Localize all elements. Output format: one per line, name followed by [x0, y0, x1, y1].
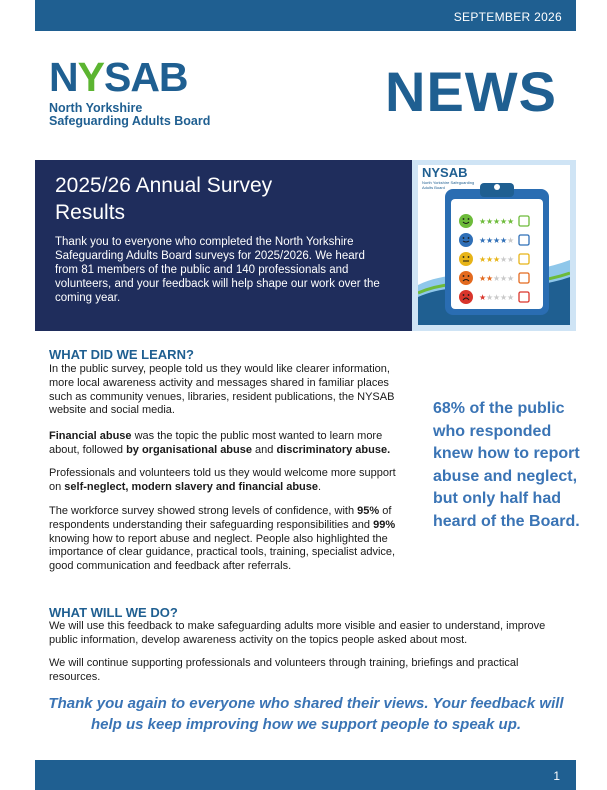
rating-face-eye	[463, 294, 465, 296]
illustration-logo-text: NYSAB	[422, 165, 468, 180]
illustration-card	[418, 165, 570, 325]
issue-date: SEPTEMBER 2026	[453, 10, 562, 24]
header-bar	[35, 0, 576, 31]
rating-face-eye	[463, 256, 465, 258]
rating-star-icon: ★	[486, 274, 494, 283]
rating-star-icon: ★	[507, 217, 515, 226]
survey-illustration	[412, 160, 576, 331]
rating-star-icon: ★	[479, 274, 487, 283]
rating-star-icon: ★	[500, 274, 508, 283]
learn-p2-bold-1: Financial abuse	[49, 430, 132, 442]
rating-face-icon	[459, 233, 473, 247]
learn-p2-text-2: and	[251, 443, 277, 456]
learn-p4-text-2: of respondents understanding their safeguarding responsibilities and	[49, 505, 392, 531]
rating-star-icon: ★	[493, 217, 501, 226]
rating-star-icon: ★	[486, 236, 494, 245]
learn-p3-text-1: Professionals and volunteers told us they would welcome more support on	[49, 467, 396, 493]
learn-p3-text-2: .	[318, 480, 322, 493]
learn-p2-bold-2: by organisational abuse	[126, 443, 252, 456]
rating-star-icon: ★	[486, 217, 494, 226]
rating-face-eye	[468, 275, 470, 277]
rating-face-eye	[463, 237, 465, 239]
closing-message: Thank you again to everyone who shared their views. Your feedback will help us keep improving how we support people to speak up.	[48, 695, 564, 733]
logo-wordmark-sab: SAB	[103, 54, 188, 100]
rating-star-icon: ★	[479, 217, 487, 226]
rating-star-icon: ★	[493, 293, 501, 302]
rating-star-icon: ★	[500, 293, 508, 302]
rating-star-icon: ★	[493, 255, 501, 264]
hero-intro: Thank you to everyone who completed the North Yorkshire Safeguarding Adults Board surveys for 2025/2026. We heard from 81 members of the public and 140 professionals and volunteers, and your feedback will help shape our work over the coming year.	[55, 236, 380, 304]
illustration-logo	[422, 166, 482, 190]
rating-face-icon	[459, 214, 473, 228]
rating-star-icon: ★	[486, 293, 494, 302]
rating-star-icon: ★	[507, 293, 515, 302]
rating-face-eye	[468, 294, 470, 296]
rating-star-icon: ★	[500, 236, 508, 245]
rating-face-icon	[459, 290, 473, 304]
rating-star-icon: ★	[507, 236, 515, 245]
logo-line-1: North Yorkshire	[49, 101, 143, 115]
rating-face-eye	[463, 275, 465, 277]
rating-star-icon: ★	[479, 293, 487, 302]
masthead-title: NEWS	[385, 60, 557, 123]
learn-p3-bold: self-neglect, modern slavery and financial abuse	[64, 480, 318, 493]
rating-star-icon: ★	[500, 255, 508, 264]
rating-star-icon: ★	[500, 217, 508, 226]
rating-star-icon: ★	[507, 255, 515, 264]
learn-p2-text-1: was the topic the public most wanted to learn more about, followed	[49, 430, 383, 456]
rating-face-eye	[468, 256, 470, 258]
learn-paragraph-1: In the public survey, people told us they would like clearer information, more local awareness activity and messages shared in familiar places such as community venues, libraries, resident publications, the NYSAB website and social media.	[49, 363, 395, 417]
hero-title: 2025/26 Annual Survey Results	[55, 174, 273, 224]
page-number: 1	[553, 769, 560, 783]
rating-star-icon: ★	[493, 274, 501, 283]
illustration-logo-subtext: North Yorkshire Safeguarding Adults Board	[422, 180, 475, 190]
footer-bar	[35, 760, 576, 790]
learn-paragraph-2	[49, 430, 411, 458]
rating-star-icon: ★	[479, 255, 487, 264]
rating-face-eye	[468, 218, 470, 220]
rating-star-icon: ★	[486, 255, 494, 264]
learn-p4-bold-2: 99%	[373, 518, 396, 531]
do-paragraph-2: We will continue supporting professionals and volunteers through training, briefings and practical resources.	[49, 657, 519, 683]
section-heading-learn: WHAT DID WE LEARN?	[49, 347, 194, 362]
logo-wordmark-y: Y	[77, 54, 104, 100]
learn-p2-bold-3: discriminatory abuse.	[276, 443, 391, 456]
learn-p4-bold-1: 95%	[357, 505, 380, 517]
pull-quote: 68% of the public who responded knew how to report abuse and neglect, but only half had heard of the Board.	[433, 400, 580, 530]
rating-star-icon: ★	[493, 236, 501, 245]
rating-face-icon	[459, 271, 473, 285]
hero-panel	[35, 160, 412, 331]
rating-face-eye	[468, 237, 470, 239]
section-heading-do: WHAT WILL WE DO?	[49, 605, 178, 620]
rating-star-icon: ★	[507, 274, 515, 283]
learn-paragraph-4	[49, 505, 411, 574]
learn-paragraph-3	[49, 467, 397, 495]
rating-star-icon: ★	[479, 236, 487, 245]
logo-line-2: Safeguarding Adults Board	[49, 114, 211, 128]
learn-p4-text-3: knowing how to report abuse and neglect. People also highlighted the importance of clear guidance, practical tools, training, specialist advice, good communication and feedback after referrals.	[49, 532, 396, 573]
logo-wordmark	[49, 54, 188, 100]
learn-p4-text-1: The workforce survey showed strong levels of confidence, with	[49, 505, 358, 517]
rating-face-eye	[463, 218, 465, 220]
do-paragraph-1: We will use this feedback to make safeguarding adults more visible and easier to understand, improve public information, develop awareness activity on the topics people asked about most.	[49, 620, 546, 646]
logo-wordmark-n: N	[49, 54, 78, 100]
rating-face-icon	[459, 252, 473, 266]
nysab-logo	[49, 54, 219, 132]
